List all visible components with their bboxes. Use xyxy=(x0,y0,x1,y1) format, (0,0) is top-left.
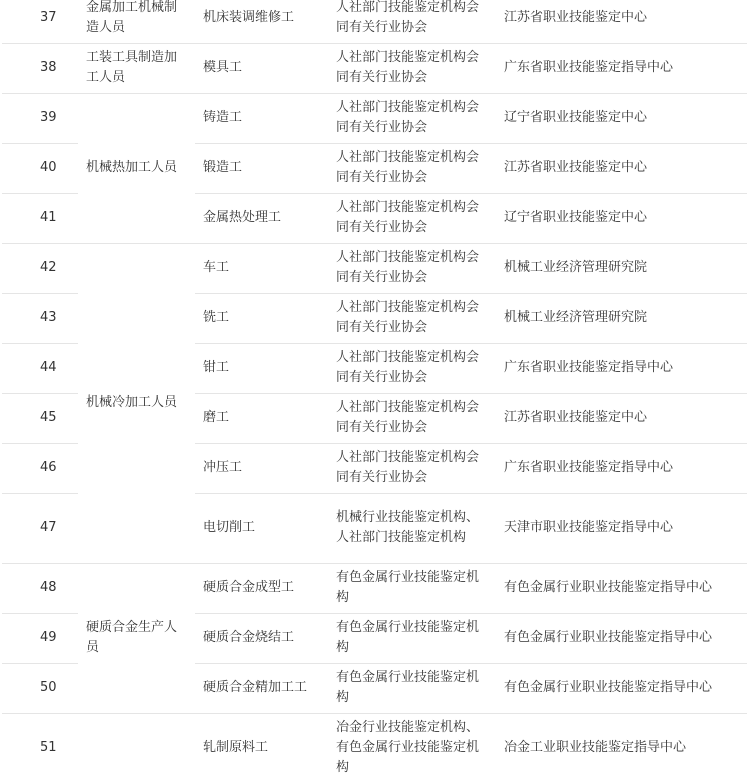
appraisal-center: 冶金工业职业技能鉴定指导中心 xyxy=(504,740,687,756)
occupation-name: 硬质合金成型工 xyxy=(195,563,328,613)
table-row xyxy=(2,563,747,613)
appraisal-center: 辽宁省职业技能鉴定中心 xyxy=(496,93,747,143)
appraisal-center: 江苏省职业技能鉴定中心 xyxy=(496,0,747,43)
occupation-name: 模具工 xyxy=(195,43,328,93)
appraisal-center: 有色金属行业职业技能鉴定指导中心 xyxy=(496,663,747,713)
appraisal-center: 广东省职业技能鉴定指导中心 xyxy=(496,43,747,93)
occupation-group: 硬质合金生产人员 xyxy=(78,563,195,713)
appraisal-body: 人社部门技能鉴定机构会同有关行业协会 xyxy=(328,143,496,193)
occupation-group: 工装工具制造加工人员 xyxy=(78,43,195,93)
appraisal-body: 冶金行业技能鉴定机构、有色金属行业技能鉴定机构 xyxy=(336,720,480,776)
occupation-name: 钳工 xyxy=(195,343,328,393)
appraisal-body: 人社部门技能鉴定机构会同有关行业协会 xyxy=(328,43,496,93)
occupation-name: 电切削工 xyxy=(195,493,328,563)
row-number: 40 xyxy=(2,143,78,193)
occupation-name: 铣工 xyxy=(195,293,328,343)
occupation-group: 机械冷加工人员 xyxy=(78,243,195,563)
occupation-name: 锻造工 xyxy=(195,143,328,193)
row-number: 42 xyxy=(2,243,78,293)
row-number: 37 xyxy=(2,0,78,43)
occupation-name: 机床装调维修工 xyxy=(195,0,328,43)
occupation-name: 金属热处理工 xyxy=(195,193,328,243)
row-number: 38 xyxy=(2,43,78,93)
appraisal-center: 广东省职业技能鉴定指导中心 xyxy=(496,343,747,393)
appraisal-body: 人社部门技能鉴定机构会同有关行业协会 xyxy=(328,0,496,43)
appraisal-center: 机械工业经济管理研究院 xyxy=(496,243,747,293)
appraisal-body: 有色金属行业技能鉴定机构 xyxy=(328,663,496,713)
occupation-name: 车工 xyxy=(195,243,328,293)
row-number: 44 xyxy=(2,343,78,393)
occupation-name: 硬质合金精加工工 xyxy=(195,663,328,713)
row-number: 43 xyxy=(2,293,78,343)
occupation-table xyxy=(2,0,747,783)
row-number: 45 xyxy=(2,393,78,443)
occupation-name: 轧制原料工 xyxy=(203,740,269,756)
appraisal-body: 人社部门技能鉴定机构会同有关行业协会 xyxy=(328,393,496,443)
row-number: 47 xyxy=(2,493,78,563)
occupation-name: 铸造工 xyxy=(195,93,328,143)
appraisal-center: 江苏省职业技能鉴定中心 xyxy=(496,143,747,193)
row-number: 41 xyxy=(2,193,78,243)
appraisal-body: 有色金属行业技能鉴定机构 xyxy=(328,613,496,663)
table-row xyxy=(2,93,747,143)
occupation-name: 硬质合金烧结工 xyxy=(195,613,328,663)
occupation-group: 金属加工机械制造人员 xyxy=(78,0,195,43)
appraisal-center: 有色金属行业职业技能鉴定指导中心 xyxy=(496,563,747,613)
occupation-name: 磨工 xyxy=(195,393,328,443)
appraisal-body: 人社部门技能鉴定机构会同有关行业协会 xyxy=(328,93,496,143)
table-row xyxy=(2,0,747,43)
appraisal-center: 天津市职业技能鉴定指导中心 xyxy=(496,493,747,563)
appraisal-body: 人社部门技能鉴定机构会同有关行业协会 xyxy=(328,343,496,393)
appraisal-body: 人社部门技能鉴定机构会同有关行业协会 xyxy=(328,443,496,493)
appraisal-body: 人社部门技能鉴定机构会同有关行业协会 xyxy=(328,243,496,293)
appraisal-center: 江苏省职业技能鉴定中心 xyxy=(496,393,747,443)
occupation-group xyxy=(78,713,195,783)
row-number: 48 xyxy=(2,563,78,613)
appraisal-center: 辽宁省职业技能鉴定中心 xyxy=(496,193,747,243)
appraisal-center: 广东省职业技能鉴定指导中心 xyxy=(496,443,747,493)
table-row xyxy=(2,43,747,93)
table-row xyxy=(2,713,747,783)
row-number: 50 xyxy=(2,663,78,713)
appraisal-body: 有色金属行业技能鉴定机构 xyxy=(328,563,496,613)
appraisal-center: 有色金属行业职业技能鉴定指导中心 xyxy=(496,613,747,663)
row-number: 46 xyxy=(2,443,78,493)
row-number: 51 xyxy=(40,740,57,756)
appraisal-center: 机械工业经济管理研究院 xyxy=(496,293,747,343)
table-row xyxy=(2,243,747,293)
occupation-name: 冲压工 xyxy=(195,443,328,493)
appraisal-body: 人社部门技能鉴定机构会同有关行业协会 xyxy=(328,293,496,343)
appraisal-body: 人社部门技能鉴定机构会同有关行业协会 xyxy=(328,193,496,243)
occupation-group: 机械热加工人员 xyxy=(78,93,195,243)
row-number: 39 xyxy=(2,93,78,143)
appraisal-body: 机械行业技能鉴定机构、人社部门技能鉴定机构 xyxy=(328,493,496,563)
row-number: 49 xyxy=(2,613,78,663)
